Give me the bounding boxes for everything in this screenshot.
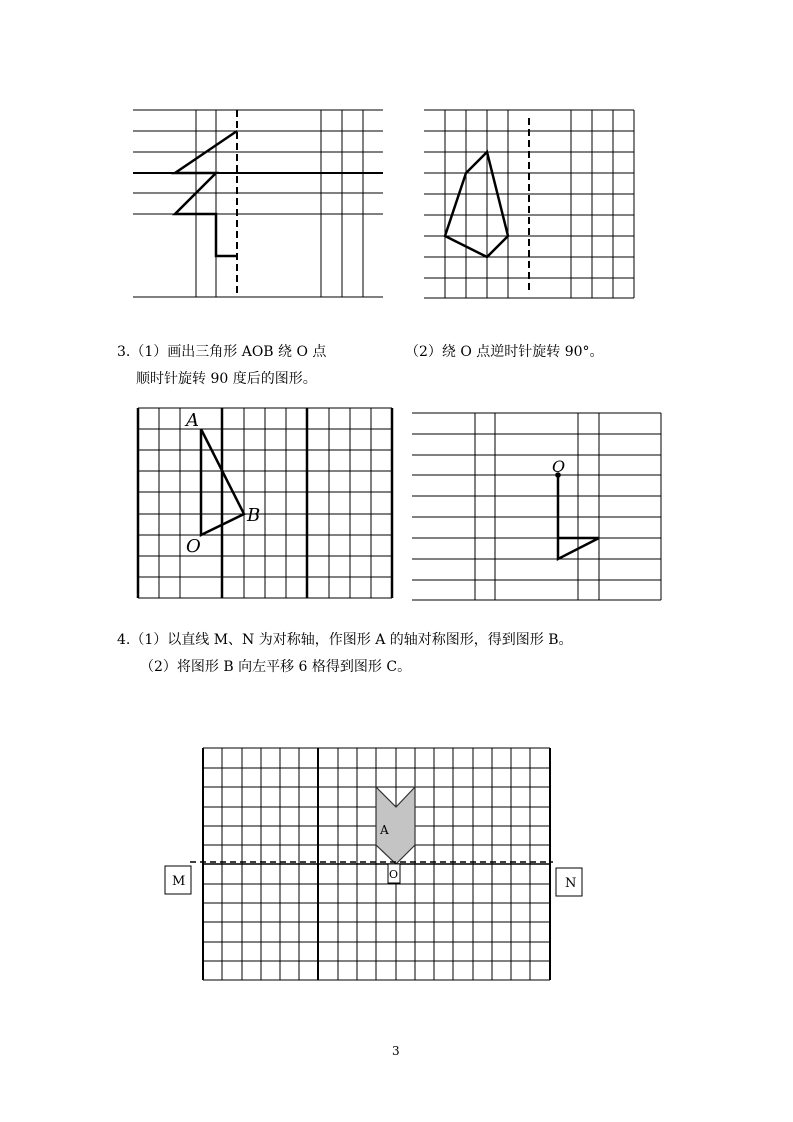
q4-line2: （2）将图形 B 向左平移 6 格得到图形 C。	[140, 659, 412, 675]
q3-part1-line1: 3.（1）画出三角形 AOB 绕 O 点	[117, 344, 327, 360]
q3-part2: （2）绕 O 点逆时针旋转 90°。	[405, 344, 604, 360]
grid-middle-right	[412, 413, 661, 600]
label-m: M	[172, 874, 186, 889]
q4-line1: 4.（1）以直线 M、N 为对称轴，作图形 A 的轴对称图形，得到图形 B。	[117, 632, 573, 648]
label-a: A	[186, 410, 199, 431]
grid-top-left	[133, 110, 383, 297]
page-number: 3	[392, 1044, 400, 1058]
label-n: N	[565, 876, 577, 891]
label-o-bottom: O	[389, 868, 399, 881]
label-figure-a: A	[380, 823, 389, 837]
label-b: B	[247, 505, 261, 526]
label-o-right: O	[552, 457, 566, 476]
pentagon-figure-top-right	[445, 152, 508, 257]
label-o-left: O	[186, 536, 201, 557]
q3-part1-line2: 顺时针旋转 90 度后的图形。	[136, 371, 317, 387]
grid-middle-left	[138, 408, 392, 598]
